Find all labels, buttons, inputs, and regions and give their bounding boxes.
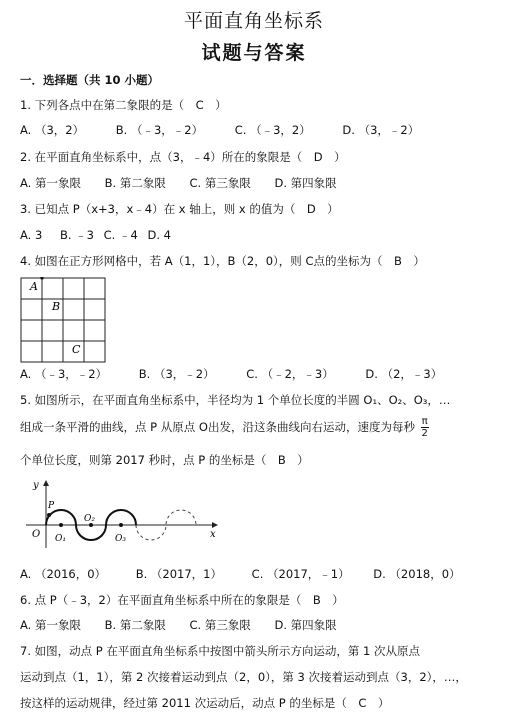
section-heading: 一．选择题（共 10 小题） xyxy=(20,73,160,87)
option-d: D. （3，﹣2） xyxy=(342,123,420,137)
option-b: B. 第二象限 xyxy=(104,618,166,632)
question-5-line-3: 个单位长度，则第 2017 秒时，点 P 的坐标是（ B ） xyxy=(20,453,309,467)
option-d: D. 第四象限 xyxy=(274,176,337,190)
question-5-options xyxy=(20,566,481,582)
option-a: A. （2016，0） xyxy=(20,567,107,581)
question-6-stem: 6. 点 P（﹣3，2）在平面直角坐标系中所在的象限是（ B ） xyxy=(20,593,344,607)
question-5-line-2-text: 组成一条平滑的曲线，点 P 从原点 O出发，沿这条曲线向右运动，速度为每秒 xyxy=(20,420,415,434)
question-1-stem: 1. 下列各点中在第二象限的是（ C ） xyxy=(20,98,227,112)
option-d: D. 4 xyxy=(147,228,171,242)
question-3-stem: 3. 已知点 P（x+3，x﹣4）在 x 轴上，则 x 的值为（ D ） xyxy=(20,202,339,216)
option-b: B. ﹣3 xyxy=(59,228,94,242)
option-a: A. 第一象限 xyxy=(20,176,81,190)
option-b: B. （3，﹣2） xyxy=(138,367,215,381)
question-3-options xyxy=(20,227,191,243)
document-subtitle: 试题与答案 xyxy=(201,42,307,64)
question-7-line-2: 运动到点（1，1），第 2 次接着运动到点（2，0），第 3 次接着运动到点（3，2），…， xyxy=(20,670,467,684)
grid-label-a: A xyxy=(30,280,38,293)
question-5-line-1: 5. 如图所示，在平面直角坐标系中，半径均为 1 个单位长度的半圆 O₁、O₂、O₃，… xyxy=(20,393,451,407)
option-c: C. （﹣3，2） xyxy=(234,123,311,137)
option-c: C. （2017，﹣1） xyxy=(251,567,350,581)
center-label-o1: O₁ xyxy=(55,534,66,544)
fraction-pi-over-2 xyxy=(421,416,429,439)
question-2-stem: 2. 在平面直角坐标系中，点（3，﹣4）所在的象限是（ D ） xyxy=(20,150,346,164)
option-a: A. 第一象限 xyxy=(20,618,81,632)
grid-label-b: B xyxy=(52,300,61,313)
fraction-denominator: 2 xyxy=(421,428,428,439)
center-label-o3: O₃ xyxy=(115,534,126,544)
fraction-numerator: π xyxy=(421,416,428,427)
question-5-line-2 xyxy=(20,416,431,439)
option-b: B. 第二象限 xyxy=(104,176,166,190)
option-b: B. （﹣3，﹣2） xyxy=(115,123,204,137)
option-d: D. （2018，0） xyxy=(373,567,461,581)
option-a: A. （﹣3，﹣2） xyxy=(20,367,108,381)
option-c: C. 第三象限 xyxy=(189,618,251,632)
question-2-options xyxy=(20,175,357,191)
square-grid-figure xyxy=(20,277,106,363)
grid-label-c: C xyxy=(72,343,81,356)
semicircle-curve-figure xyxy=(20,478,220,550)
option-c: C. （﹣2，﹣3） xyxy=(246,367,334,381)
option-a: A. 3 xyxy=(20,228,43,242)
option-d: D. 第四象限 xyxy=(274,618,337,632)
document-title: 平面直角坐标系 xyxy=(183,10,324,32)
option-c: C. ﹣4 xyxy=(103,228,138,242)
option-c: C. 第三象限 xyxy=(189,176,251,190)
question-7-line-3: 按这样的运动规律，经过第 2011 次运动后，动点 P 的坐标是（ C ） xyxy=(20,696,390,710)
question-4-options xyxy=(20,366,470,382)
point-label-p: P xyxy=(48,501,55,511)
question-4-stem: 4. 如图在正方形网格中，若 A（1，1），B（2，0），则 C点的坐标为（ B ） xyxy=(20,254,425,268)
question-7-line-1: 7. 如图，动点 P 在平面直角坐标系中按图中箭头所示方向运动，第 1 次从原点 xyxy=(20,644,420,658)
option-b: B. （2017，1） xyxy=(135,567,223,581)
origin-label: O xyxy=(32,529,41,540)
center-label-o2: O₂ xyxy=(84,514,95,524)
axis-label-x: x xyxy=(210,529,216,540)
option-d: D. （2，﹣3） xyxy=(365,367,443,381)
option-a: A. （3，2） xyxy=(20,123,85,137)
question-6-options xyxy=(20,617,357,633)
question-1-options xyxy=(20,122,447,138)
axis-label-y: y xyxy=(33,480,39,491)
